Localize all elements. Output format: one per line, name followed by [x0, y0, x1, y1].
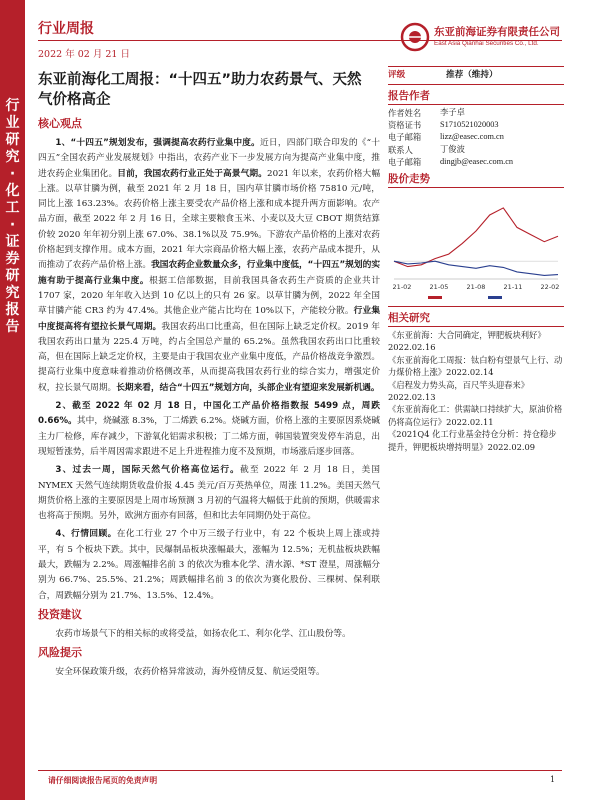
p1-text-2: 2021 年以来，农药价格大幅上涨。以草甘膦为例，截至 2021 年 2 月 18 日，国内草甘膦市场价格 75810 元/吨，同比上涨 163.23%。农药价格上涨主要受农产品价格上涨和成本提升两方面影响。农产品方面，截至 2022 年 2 月 16 日，全球主要粮食玉米、小麦以及大豆 CBOT 期货结算价较 2020 年年初分别上涨 67.0%、38.1%以及 75.9%。下游农产品价格的上涨对农药价格起到支撑作用。成本方面，2021 年大宗商品价格大幅上涨，农药产品成本提升，从而推动了农药产品价格上涨。	[38, 168, 381, 271]
core-paragraph-2	[38, 399, 380, 460]
chart-series-line-2	[394, 261, 558, 275]
report-type: 行业周报	[38, 21, 94, 37]
related-report-link[interactable]: 《2021Q4 化工行业基金持仓分析：持仓稳步提升，钾肥板块增持明显》2022.02.09	[388, 429, 557, 452]
p3-text: 截至 2022 年 2 月 18 日，美国 NYMEX 天然气连续期货收盘价报 4.45 美元/百万英热单位，周涨 11.2%。美国天然气期货价格上涨的主要原因是上周市场预测 3 月初的气温将大幅低于此前的预期，供暖需求也将高于预期。另外，欧洲方面亦有回落，但和比去年同期仍处于高位。	[38, 465, 380, 522]
related-report-link[interactable]: 《东亚前海化工：供需缺口持续扩大，原油价格仍将高位运行》2022.02.11	[388, 404, 563, 427]
core-paragraph-1	[38, 136, 380, 396]
chart-legend-swatch-1	[428, 296, 442, 299]
p2-bold: 2、截至 2022 年 02 月 18 日，中国化工产品价格指数报 5499 点，周跌 0.66%。	[38, 401, 380, 427]
analyst-field-label: 电子邮箱	[388, 156, 422, 167]
p1-bold-4: 行业集中度提高将有望拉长景气周期。	[38, 306, 381, 332]
page-header	[38, 14, 562, 66]
p1-bold-5: 长期来看，结合“十四五”规划方向，头部企业有望迎来发展新机遇。	[116, 382, 380, 393]
related-heading: 相关研究	[388, 312, 430, 325]
price-chart-svg	[388, 191, 564, 307]
analyst-field-label: 资格证书	[388, 120, 422, 131]
analyst-field-label: 作者姓名	[388, 108, 422, 118]
p4-text: 在化工行业 27 个中万三级子行业中，有 22 个板块上周上涨或持平，有 5 个板块下跌。其中，民爆制品板块涨幅最大，涨幅为 12.5%；无机盐板块跌幅最大，跌幅为 2.2%。周涨幅排名前 3 的依次为雅本化学、清水源、*ST 澄星，周涨幅分别为 66.7%、25.5%、21.2%；周跌幅排名前 3 的依次为赛化股份、三棵树、保利联合，周跌幅分别为 21.7%、13.5%、12.4%。	[38, 529, 380, 601]
rating-label: 评级	[388, 70, 406, 80]
company-name-en: East Asia Qianhai Securities Co., Ltd.	[434, 40, 539, 47]
related-list	[388, 329, 564, 453]
analyst-field-value[interactable]: dingjb@easec.com.cn	[440, 156, 514, 166]
p3-bold: 3、过去一周，国际天然气价格高位运行。	[55, 465, 241, 476]
analyst-field-value: 李子卓	[440, 108, 465, 117]
analyst-field-value[interactable]: lizz@easec.com.cn	[440, 132, 504, 142]
analyst-info	[388, 107, 564, 168]
related-report-link[interactable]: 《东亚前海：大合同确定，钾肥板块利好》2022.02.16	[388, 330, 546, 353]
chart-x-tick-label: 22-02	[540, 283, 560, 292]
price-chart	[388, 191, 564, 307]
analyst-divider	[388, 104, 564, 105]
chart-divider	[388, 187, 564, 188]
rating-value: 推荐（维持）	[446, 70, 498, 80]
p2-text: 其中，烧碱涨 8.3%，丁二烯跌 6.2%。烧碱方面，价格上涨的主要原因系烧碱主力厂检修，库存减少，下游氧化铝需求积极；丁二烯方面，韩国装置突发停车消息，出现短暂涨势，后半周因需求跟进不足上升进程推力度不及预期，市场涨后逐步回落。	[38, 416, 380, 457]
core-paragraph-4	[38, 527, 380, 603]
analyst-row	[388, 144, 564, 156]
risk-heading: 风险提示	[38, 646, 82, 660]
core-paragraph-3	[38, 463, 380, 524]
main-column	[38, 116, 380, 681]
related-report-link[interactable]: 《东亚前海化工周报：钛白粉有望景气上行、动力煤价格上涨》2022.02.14	[388, 354, 563, 378]
analyst-field-label: 联系人	[388, 144, 413, 155]
analyst-field-value: 丁俊波	[440, 144, 465, 154]
p1-text-4: 我国农药出口比重高，但在国际上缺乏定价权。2019 年我国农药出口量为 225.4 万吨，约占全国总产量的 65.2%。虽然我国农药出口比重较高，但在国际上缺乏定价权，主要是由于我国农业产业集中度低，产品价格战竞争激烈。提高行业集中度意味着推动价格侧改革，从而提高我国农药行业的综合实力，增强定价权，拉长景气周期。	[38, 321, 380, 393]
analyst-heading: 报告作者	[388, 90, 430, 102]
analyst-row	[388, 107, 564, 119]
analyst-row	[388, 156, 564, 168]
p4-bold: 4、行情回顾。	[55, 529, 117, 540]
report-title: 东亚前海化工周报：“十四五”助力农药景气、天然气价格高企	[38, 72, 362, 108]
chart-heading: 股价走势	[388, 173, 430, 186]
rating-row	[388, 66, 564, 85]
company-logo	[400, 22, 560, 52]
p1-bold-2: 目前，我国农药行业正处于高景气期。	[117, 168, 268, 179]
company-logo-icon	[400, 22, 430, 52]
chart-x-tick-label: 21-08	[466, 283, 486, 292]
analyst-row	[388, 119, 564, 131]
chart-series-line-1	[394, 208, 558, 267]
related-divider	[388, 326, 564, 327]
chart-x-tick-label: 21-02	[392, 283, 412, 292]
investment-text: 农药市场景气下的相关标的或将受益，如扬农化工、利尔化学、江山股份等。	[55, 628, 351, 639]
disclaimer-note: 请仔细阅读报告尾页的免责声明	[48, 776, 158, 785]
analyst-field-label: 电子邮箱	[388, 132, 422, 143]
page-number: 1	[550, 775, 556, 784]
risk-text: 安全环保政策升级，农药价格异常波动，海外疫情反复、航运受阻等。	[55, 667, 325, 678]
analyst-row	[388, 131, 564, 143]
investment-heading: 投资建议	[38, 607, 82, 621]
p1-text-3: 根据工信部数据，目前我国具备农药生产资质的企业共计 1707 家，2020 年年收入达到 10 亿以上的只有 26 家。以草甘膦为例，2022 年全国草甘膦产能 CR3 约为 47.4%。其他企业产能占比均在 10%以下，产能较分散。	[38, 275, 381, 317]
p1-bold-1: 1、“十四五”规划发布，强调提高农药行业集中度。	[55, 138, 261, 148]
chart-x-tick-label: 21-11	[503, 283, 523, 292]
core-heading: 核心观点	[38, 117, 82, 130]
p1-text-1: 近日，四部门联合印发的《“十四五”全国农药产业发展规划》中指出，农药产业下一步发展方向为提高产业集中度，推进农药企业集团化。	[38, 138, 380, 179]
report-date: 2022 年 02 月 21 日	[38, 49, 130, 60]
company-name-cn: 东亚前海证券有限责任公司	[434, 26, 560, 38]
related-report-link[interactable]: 《启程发力势头高，百尺竿头迎春来》2022.02.13	[388, 379, 530, 403]
chart-legend-swatch-2	[488, 296, 502, 299]
analyst-field-value: S1710521020003	[440, 120, 499, 130]
chart-x-tick-label: 21-05	[429, 283, 449, 292]
p1-bold-3: 我国农药企业数量众多，行业集中度低，“十四五”规划的实施有助于提高行业集中度。	[38, 260, 381, 286]
sidebar-column	[388, 66, 564, 453]
side-label: 行业研究·化工·证券研究报告	[5, 98, 20, 335]
footer-divider	[38, 770, 562, 771]
